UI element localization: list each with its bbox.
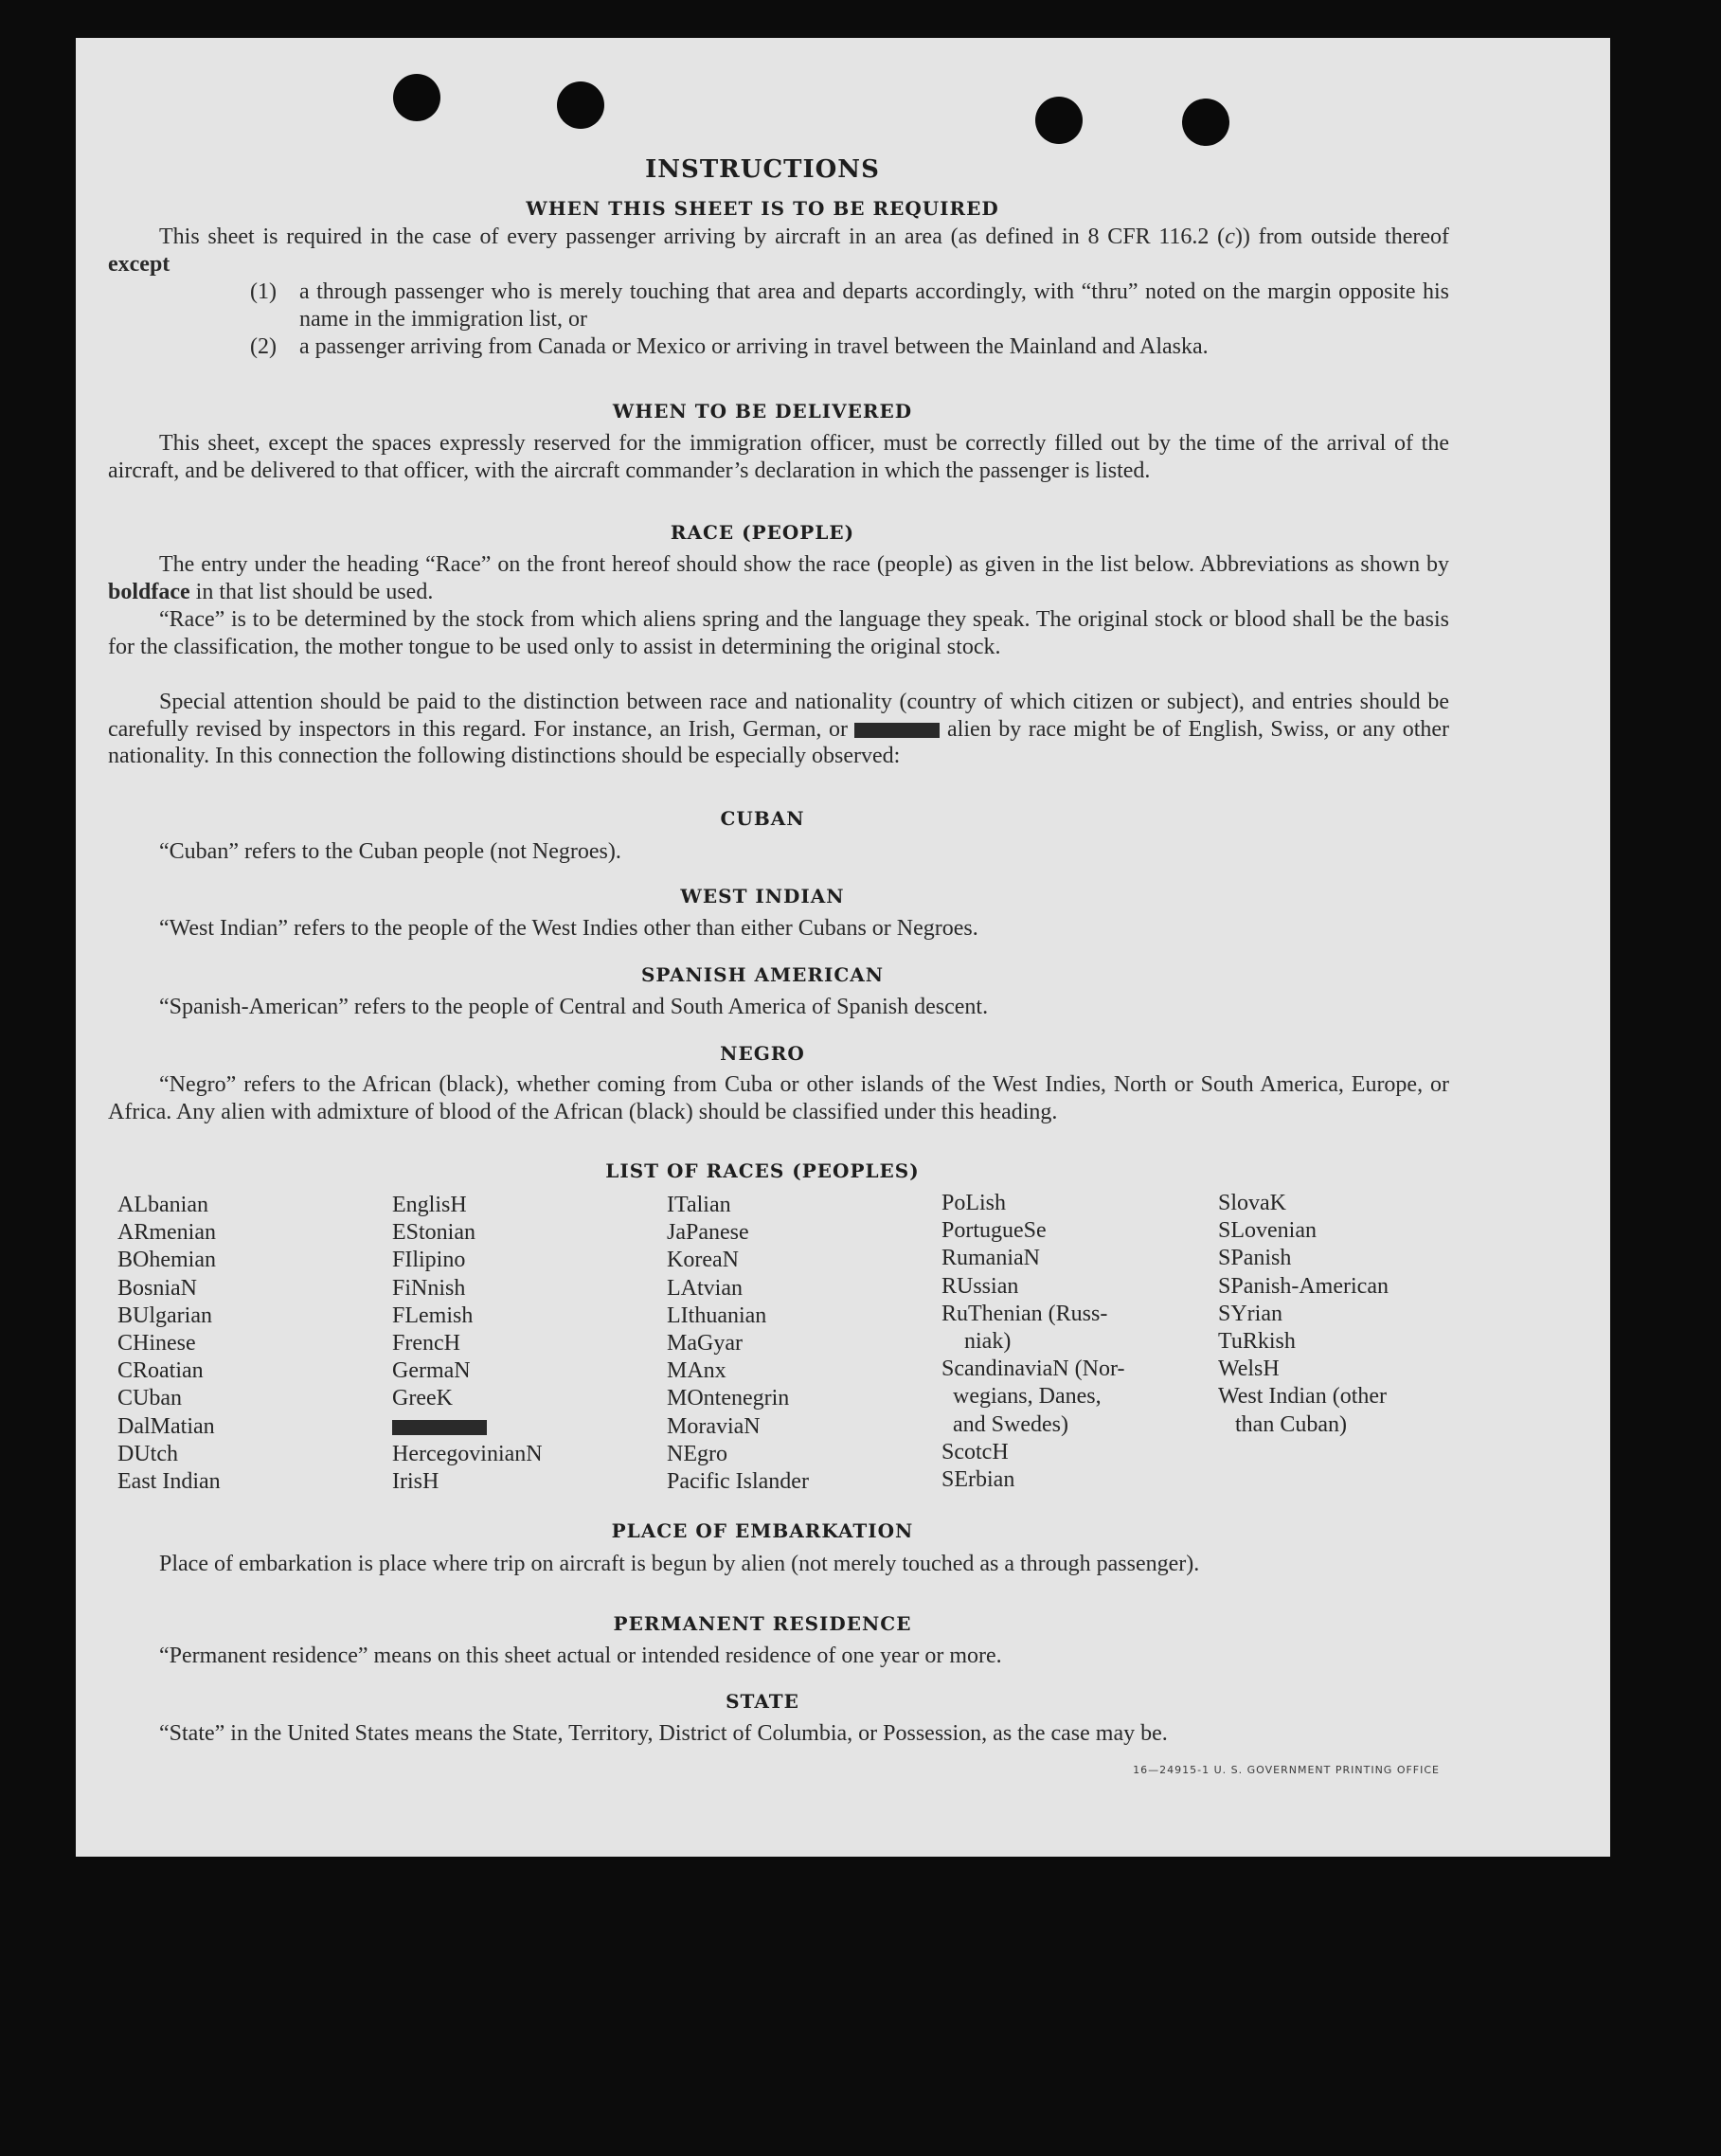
race-list-item: EnglisH bbox=[392, 1193, 467, 1217]
text-fragment: alien by race might be of English, Swiss, or any other nationality. In this connection the following distinctions should be especially observed: bbox=[108, 716, 1450, 768]
race-list-item: BosniaN bbox=[117, 1275, 197, 1301]
race-list-item: GermaN bbox=[392, 1358, 471, 1384]
race-list-item: SPanish-American bbox=[1218, 1273, 1389, 1299]
race-list-item: PoLish bbox=[941, 1191, 1007, 1215]
race-list-item: FLemish bbox=[392, 1303, 474, 1328]
race-list-item: SYrian bbox=[1218, 1301, 1282, 1326]
race-list-item: CHinese bbox=[117, 1331, 196, 1356]
race-list-item: MAnx bbox=[667, 1358, 726, 1384]
paragraph-west-indian: “West Indian” refers to the people of the West Indies other than either Cubans or Negroes. bbox=[159, 916, 978, 941]
list-number: (1) bbox=[250, 279, 277, 304]
race-list-item: HercegovinianN bbox=[392, 1441, 543, 1466]
race-list-item: JaPanese bbox=[667, 1220, 749, 1246]
punch-hole bbox=[393, 74, 440, 121]
race-list-item: LIthuanian bbox=[667, 1303, 767, 1328]
paragraph-negro: “Negro” refers to the African (black), whether coming from Cuba or other islands of the West Indies, North or South America, Europe, or Africa. Any alien with admixture of blood of the African (black) should be classified under this heading. bbox=[108, 1072, 1449, 1124]
heading-when-required: WHEN THIS SHEET IS TO BE REQUIRED bbox=[526, 197, 999, 220]
heading-state: STATE bbox=[726, 1690, 799, 1713]
race-list-item: KoreaN bbox=[667, 1248, 739, 1273]
race-list-item: NEgro bbox=[667, 1441, 727, 1466]
paragraph-race-2: “Race” is to be determined by the stock from which aliens spring and the language they speak. The original stock or blood shall be the basis for the classification, the mother tongue to be used only to assist in determining the original stock. bbox=[108, 607, 1449, 659]
race-list-item: PortugueSe bbox=[941, 1218, 1047, 1244]
race-list-item: ALbanian bbox=[117, 1193, 208, 1217]
paragraph-when-required bbox=[108, 224, 1449, 278]
race-list-item: BOhemian bbox=[117, 1248, 216, 1273]
redaction-mark bbox=[392, 1420, 487, 1435]
text-fragment: This sheet is required in the case of every passenger arriving by aircraft in an area (as defined in 8 CFR 116.2 ( bbox=[159, 225, 1226, 249]
heading-negro: NEGRO bbox=[720, 1042, 805, 1065]
list-text: a passenger arriving from Canada or Mexico or arriving in travel between the Mainland and Alaska. bbox=[299, 334, 1209, 359]
list-number: (2) bbox=[250, 334, 277, 359]
race-list-item: SlovaK bbox=[1218, 1191, 1286, 1215]
paragraph-spanish-american: “Spanish-American” refers to the people of Central and South America of Spanish descent. bbox=[159, 995, 989, 1019]
races-column-1 bbox=[117, 1192, 383, 1496]
paragraph-race-1 bbox=[108, 551, 1449, 605]
race-list-item: SPanish bbox=[1218, 1246, 1292, 1271]
race-list-item: CRoatian bbox=[117, 1358, 204, 1384]
text-fragment: )) from outside thereof bbox=[1234, 225, 1450, 249]
document-sheet bbox=[76, 38, 1610, 1857]
heading-west-indian: WEST INDIAN bbox=[680, 885, 845, 907]
race-list-item: LAtvian bbox=[667, 1275, 743, 1301]
race-list-item bbox=[392, 1413, 657, 1441]
race-list-item: GreeK bbox=[392, 1386, 453, 1411]
heading-cuban: CUBAN bbox=[720, 807, 805, 830]
race-list-item: ScotcH bbox=[941, 1439, 1009, 1464]
race-list-item: WelsH bbox=[1218, 1356, 1280, 1382]
races-column-4 bbox=[941, 1190, 1207, 1494]
race-list-item: Pacific Islander bbox=[667, 1469, 809, 1495]
race-list-item: FiNnish bbox=[392, 1275, 466, 1301]
heading-spanish-american: SPANISH AMERICAN bbox=[640, 963, 885, 986]
race-list-item: East Indian bbox=[117, 1469, 221, 1495]
race-list-item: ARmenian bbox=[117, 1220, 216, 1246]
redaction-mark bbox=[854, 723, 940, 738]
list-item-1 bbox=[250, 278, 1449, 332]
text-fragment: Special attention should be paid to the distinction between race and nationality (country of which citizen or subject), and entries should be carefully revised by inspectors in this regard. For instance, an Irish, German, or bbox=[108, 690, 1449, 742]
paragraph-cuban: “Cuban” refers to the Cuban people (not Negroes). bbox=[159, 839, 621, 864]
race-list-item: FIlipino bbox=[392, 1248, 466, 1273]
list-text: a through passenger who is merely touching that area and departs accordingly, with “thru” noted on the margin opposite his name in the immigration list, or bbox=[299, 279, 1449, 332]
race-list-item: ITalian bbox=[667, 1193, 731, 1217]
race-list-item: West Indian (other than Cuban) bbox=[1218, 1384, 1388, 1437]
race-list-item: RuThenian (Russ- niak) bbox=[941, 1301, 1108, 1355]
race-list-item: FrencH bbox=[392, 1331, 460, 1356]
heading-embarkation: PLACE OF EMBARKATION bbox=[611, 1519, 914, 1542]
races-column-3 bbox=[667, 1192, 932, 1496]
paragraph-embarkation: Place of embarkation is place where trip on aircraft is begun by alien (not merely touched as a through passenger). bbox=[159, 1552, 1200, 1576]
race-list-item: SErbian bbox=[941, 1467, 1015, 1493]
heading-permanent-residence: PERMANENT RESIDENCE bbox=[613, 1612, 912, 1635]
printer-footer: 16—24915-1 U. S. GOVERNMENT PRINTING OFFICE bbox=[1133, 1764, 1440, 1776]
text-fragment: in that list should be used. bbox=[189, 579, 434, 604]
race-list-item: SLovenian bbox=[1218, 1218, 1317, 1244]
paragraph-state: “State” in the United States means the State, Territory, District of Columbia, or Possession, as the case may be. bbox=[159, 1721, 1168, 1746]
race-list-item: MOntenegrin bbox=[667, 1386, 790, 1411]
race-list-item: MaGyar bbox=[667, 1331, 743, 1356]
punch-hole bbox=[557, 81, 604, 129]
race-list-item: RUssian bbox=[941, 1273, 1019, 1299]
punch-hole bbox=[1182, 99, 1229, 146]
heading-when-delivered: WHEN TO BE DELIVERED bbox=[612, 400, 913, 422]
text-fragment: except bbox=[108, 251, 170, 277]
paragraph-race-3 bbox=[108, 689, 1449, 770]
paragraph-permanent-residence: “Permanent residence” means on this sheet actual or intended residence of one year or more. bbox=[159, 1644, 1002, 1668]
heading-race: RACE (PEOPLE) bbox=[670, 521, 855, 544]
race-list-item: DUtch bbox=[117, 1441, 178, 1466]
race-list-item: TuRkish bbox=[1218, 1329, 1296, 1355]
race-list-item: MoraviaN bbox=[667, 1413, 761, 1439]
punch-hole bbox=[1035, 97, 1083, 144]
page-title: INSTRUCTIONS bbox=[645, 155, 880, 184]
race-list-item: IrisH bbox=[392, 1469, 439, 1495]
text-fragment: c bbox=[1225, 225, 1235, 249]
text-fragment: The entry under the heading “Race” on the front hereof should show the race (people) as given in the list below. Abbreviations as shown by bbox=[159, 552, 1449, 577]
paragraph-when-delivered: This sheet, except the spaces expressly reserved for the immigration officer, must be correctly filled out by the time of the arrival of the aircraft, and be delivered to that officer, with the aircraft commander’s declaration in which the passenger is listed. bbox=[108, 431, 1449, 483]
race-list-item: RumaniaN bbox=[941, 1246, 1040, 1271]
race-list-item: CUban bbox=[117, 1386, 182, 1411]
list-item-2 bbox=[250, 333, 1449, 361]
race-list-item: ScandinaviaN (Nor- wegians, Danes, and Swedes) bbox=[941, 1356, 1125, 1437]
race-list-item: EStonian bbox=[392, 1220, 475, 1246]
race-list-item: BUlgarian bbox=[117, 1303, 212, 1328]
races-column-2 bbox=[392, 1192, 657, 1496]
races-column-5 bbox=[1218, 1190, 1483, 1439]
heading-list-of-races: LIST OF RACES (PEOPLES) bbox=[605, 1159, 920, 1182]
race-list-item: DalMatian bbox=[117, 1413, 215, 1439]
text-fragment: boldface bbox=[108, 579, 190, 604]
